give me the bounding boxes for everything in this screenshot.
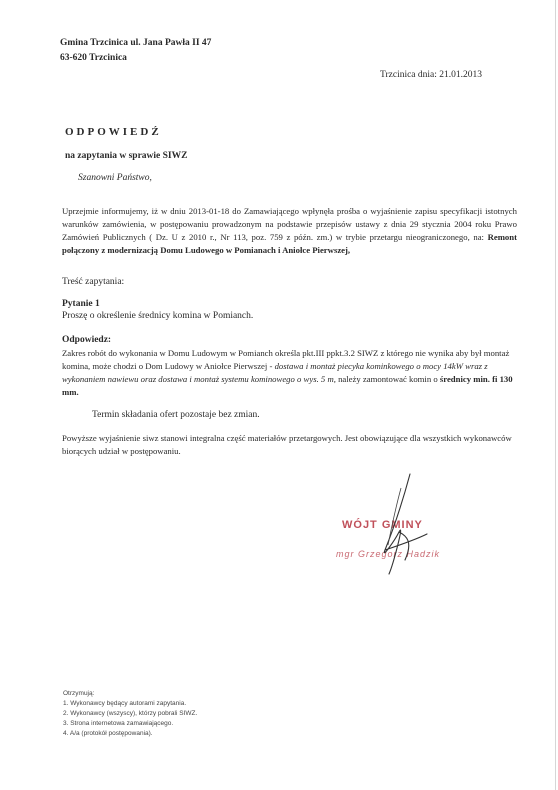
answer-bold: średnicy min. fi 130 mm. bbox=[62, 374, 513, 397]
document-subtitle: na zapytania w sprawie SIWZ bbox=[65, 151, 188, 161]
signature-icon bbox=[355, 470, 445, 580]
answer-text-2: należy zamontować komin o bbox=[335, 374, 440, 384]
content-label: Treść zapytania: bbox=[62, 277, 125, 287]
intro-text: Uprzejmie informujemy, iż w dniu 2013-01-18 do Zamawiającego wpłynęła prośba o wyjaśnienie zapisu specyfikacji istotnych warunków zamówienia, w postępowaniu prowadzonym na podstawie przepisów ustawy z dnia 29 stycznia 2004 roku Prawo Zamówień Publicznych ( Dz. U z 2010 r., Nr 113, poz. 759 z późn. zm.) w trybie przetargu nieograniczonego, na: bbox=[62, 206, 517, 242]
closing-paragraph: Powyższe wyjaśnienie siwz stanowi integralna część materiałów przetargowych. Jest obowiązujące dla wszystkich wykonawców biorących udział w postępowaniu. bbox=[62, 433, 512, 456]
stamp-title: WÓJT GMINY bbox=[342, 519, 423, 531]
recipient-item: 3. Strona internetowa zamawiającego. bbox=[63, 720, 174, 727]
question-text: Proszę o określenie średnicy komina w Pomianch. bbox=[62, 311, 254, 321]
recipient-item: 2. Wykonawcy (wszyscy), którzy pobrali SIWZ. bbox=[63, 710, 198, 717]
greeting: Szanowni Państwo, bbox=[78, 173, 152, 183]
intro-subject: Remont połączony z modernizacją Domu Ludowego w Pomianach i Aniołce Pierwszej, bbox=[62, 232, 517, 255]
document-title: ODPOWIEDŹ bbox=[65, 126, 162, 138]
sender-line-2: 63-620 Trzcinica bbox=[60, 53, 127, 63]
scan-edge bbox=[555, 0, 556, 790]
document-date: Trzcinica dnia: 21.01.2013 bbox=[380, 70, 483, 80]
recipient-item: 1. Wykonawcy będący autorami zapytania. bbox=[63, 700, 187, 707]
sender-address bbox=[60, 36, 211, 66]
recipient-item: 4. A/a (protokół postępowania). bbox=[63, 730, 153, 737]
answer-italic: dostawa i montaż piecyka kominkowego o mocy 14kW wraz z wykonaniem nawiewu oraz dostawa i montaż systemu kominowego o wys. 5 m, bbox=[62, 361, 488, 384]
intro-paragraph bbox=[62, 205, 517, 257]
answer-title: Odpowiedz: bbox=[62, 335, 112, 345]
sender-line-1: Gmina Trzcinica ul. Jana Pawła II 47 bbox=[60, 38, 212, 48]
deadline-note: Termin składania ofert pozostaje bez zmian. bbox=[92, 410, 260, 420]
answer-paragraph bbox=[62, 347, 517, 399]
stamp-name: mgr Grzegorz Hadzik bbox=[336, 549, 441, 559]
recipients-heading: Otrzymują: bbox=[63, 690, 95, 697]
question-title: Pytanie 1 bbox=[62, 299, 100, 309]
recipients-list bbox=[63, 689, 197, 739]
answer-text-1: Zakres robót do wykonania w Domu Ludowym w Pomianch określa pkt.III ppkt.3.2 SIWZ z którego nie wynika aby był montaż komina, może chodzi o Dom Ludowy w Aniołce Pierwszej - bbox=[62, 348, 510, 371]
